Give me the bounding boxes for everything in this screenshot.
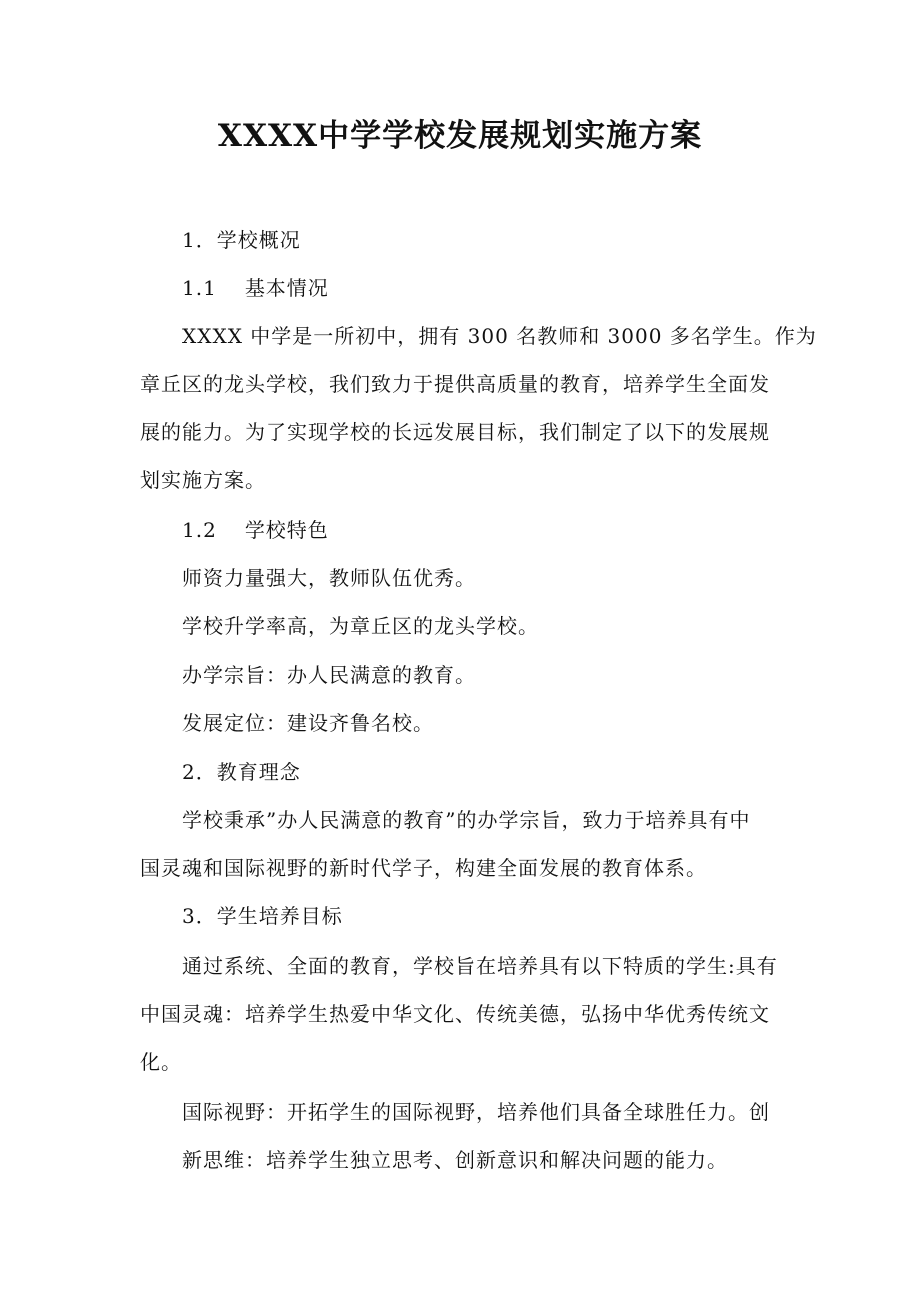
paragraph-line: 学校秉承”办人民满意的教育”的办学宗旨，致力于培养具有中 — [182, 808, 751, 832]
feature-item: 师资力量强大，教师队伍优秀。 — [182, 566, 476, 590]
section-1-2-number: 1.2 — [182, 518, 217, 542]
paragraph-line: XXXX 中学是一所初中，拥有 300 名教师和 3000 多名学生。作为 — [182, 324, 817, 348]
document-title: XXXX中学学校发展规划实施方案 — [217, 118, 703, 154]
feature-item: 发展定位：建设齐鲁名校。 — [182, 711, 434, 735]
section-1-2-heading — [182, 506, 794, 554]
paragraph-line: 章丘区的龙头学校，我们致力于提供高质量的教育，培养学生全面发 — [140, 372, 770, 396]
paragraph-line: 中国灵魂：培养学生热爱中华文化、传统美德，弘扬中华优秀传统文 — [140, 1002, 770, 1026]
paragraph-line: 展的能力。为了实现学校的长远发展目标，我们制定了以下的发展规 — [140, 420, 770, 444]
section-3-heading: 3．学生培养目标 — [182, 904, 343, 928]
section-1-1-heading — [182, 264, 794, 312]
paragraph-line: 国灵魂和国际视野的新时代学子，构建全面发展的教育体系。 — [140, 856, 707, 880]
paragraph-line: 通过系统、全面的教育，学校旨在培养具有以下特质的学生:具有 — [182, 954, 778, 978]
feature-item: 学校升学率高，为章丘区的龙头学校。 — [182, 614, 539, 638]
paragraph-line: 国际视野：开拓学生的国际视野，培养他们具备全球胜任力。创 — [182, 1100, 770, 1124]
feature-item: 办学宗旨：办人民满意的教育。 — [182, 663, 476, 687]
paragraph-line: 化。 — [140, 1050, 182, 1074]
section-1-1-title: 基本情况 — [244, 276, 329, 300]
section-1-2-title: 学校特色 — [244, 518, 329, 542]
section-1-1-number: 1.1 — [182, 276, 217, 300]
paragraph-line: 新思维：培养学生独立思考、创新意识和解决问题的能力。 — [182, 1148, 728, 1172]
section-2-heading: 2．教育理念 — [182, 760, 301, 784]
paragraph-line: 划实施方案。 — [140, 468, 266, 492]
section-1-heading: 1．学校概况 — [182, 228, 301, 252]
